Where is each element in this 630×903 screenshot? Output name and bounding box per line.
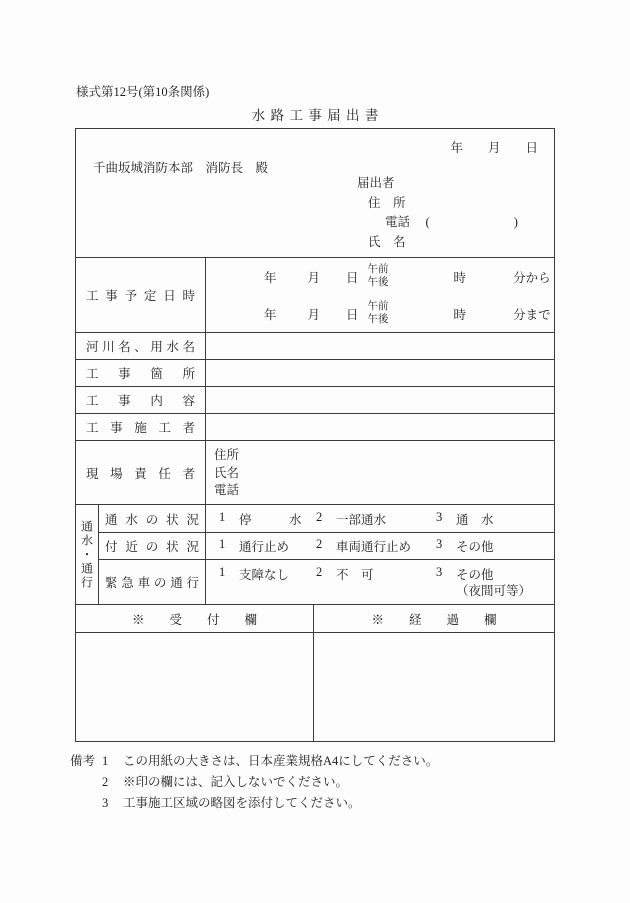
- site-manager-row: [76, 440, 554, 504]
- remark-item: 備考 1 この用紙の大きさは、日本産業規格A4にしてください。: [70, 751, 438, 772]
- work-location-label: 工 事 箇 所: [86, 367, 195, 381]
- remarks-label: 備考: [70, 754, 96, 768]
- emergency-vehicle-row: [99, 559, 554, 604]
- ampm-labels: [368, 301, 389, 326]
- emergency-option-3: 3 その他 （夜間可等）: [436, 565, 532, 598]
- hour-label: 時: [453, 270, 467, 285]
- water-status-option-3: 3 通 水: [436, 509, 494, 527]
- ampm-labels: [368, 264, 389, 289]
- site-manager-fields: [206, 441, 554, 500]
- river-name-row: [76, 332, 554, 359]
- water-traffic-group: [76, 504, 554, 604]
- notifier-phone-line: [357, 213, 518, 233]
- pm-label: 午後: [367, 276, 389, 288]
- contractor-row: [76, 413, 554, 440]
- river-name-label: 河 川 名 、 用 水 名: [86, 340, 195, 354]
- site-manager-address-label: 住所: [214, 448, 240, 462]
- year-label: 年: [264, 307, 277, 322]
- day-label: 日: [346, 307, 359, 322]
- water-status-option-1: 1 停 水: [219, 509, 302, 527]
- work-description-label: 工 事 内 容: [86, 394, 195, 408]
- pm-label: 午後: [367, 313, 389, 325]
- header-section: [76, 129, 554, 257]
- page-title: 水 路 工 事 届 出 書: [251, 108, 379, 123]
- emergency-option-1: 1 支障なし: [219, 565, 290, 582]
- phone-open-paren: (: [425, 215, 430, 229]
- progress-blank-field: [314, 633, 554, 741]
- vicinity-option-3: 3 その他: [436, 537, 494, 554]
- notifier-label: 届出者: [357, 176, 395, 190]
- schedule-label: 工 事 予 定 日 時: [86, 289, 195, 303]
- schedule-label-cell: [76, 258, 206, 332]
- emergency-option-3-note: （夜間可等）: [456, 584, 532, 598]
- form-number: 様式第12号(第10条関係): [76, 85, 210, 99]
- vicinity-status-row: [99, 532, 554, 559]
- work-description-row: [76, 386, 554, 413]
- site-manager-phone-label: 電話: [214, 483, 240, 497]
- minutes-to-label: 分まで: [513, 307, 551, 322]
- notifier-fields: [357, 174, 518, 252]
- water-status-option-2: 2 一部通水: [316, 509, 387, 527]
- schedule-value-cell: [206, 258, 554, 332]
- reception-column-header: ※ 受 付 欄: [76, 605, 314, 632]
- schedule-end-line: [206, 295, 554, 332]
- month-label: 月: [307, 270, 321, 285]
- site-manager-name-label: 氏名: [214, 465, 240, 480]
- remarks-section: [70, 751, 438, 814]
- progress-column-header: ※ 経 過 欄: [371, 612, 497, 627]
- water-traffic-group-label: 通水・通行: [79, 519, 94, 590]
- vicinity-status-label: 付 近 の 状 況: [105, 540, 199, 554]
- minutes-from-label: 分から: [513, 270, 551, 285]
- water-traffic-group-label-cell: [76, 505, 99, 604]
- water-status-label: 通 水 の 状 況: [105, 512, 199, 527]
- phone-close-paren: ): [513, 215, 518, 229]
- vicinity-option-1: 1 通行止め: [219, 537, 290, 554]
- contractor-label: 工 事 施 工 者: [86, 421, 195, 435]
- work-location-row: [76, 359, 554, 386]
- hour-label: 時: [453, 307, 467, 322]
- work-location-blank-field: [206, 360, 554, 386]
- site-manager-label: 現 場 責 任 者: [86, 466, 195, 481]
- stamp-body-row: [76, 632, 554, 741]
- addressee-line: 千曲坂城消防本部 消防長 殿: [93, 161, 269, 175]
- emergency-vehicle-label: 緊 急 車 の 通 行: [105, 576, 199, 590]
- remark-item: 3 工事施工区域の略図を添付してください。: [102, 796, 361, 810]
- submission-date-placeholder: 年 月 日: [450, 141, 538, 155]
- month-label: 月: [307, 307, 321, 322]
- schedule-row: [76, 257, 554, 332]
- vicinity-option-2: 2 車両通行止め: [316, 537, 412, 554]
- reception-blank-field: [76, 633, 314, 741]
- day-label: 日: [346, 270, 359, 285]
- notifier-name-label: 氏 名: [368, 234, 406, 249]
- emergency-option-2: 2 不 可: [316, 565, 374, 582]
- am-label: 午前: [367, 301, 389, 312]
- am-label: 午前: [367, 264, 389, 275]
- form-table: [75, 128, 555, 742]
- water-status-row: [99, 505, 554, 532]
- work-description-blank-field: [206, 387, 554, 413]
- contractor-blank-field: [206, 414, 554, 440]
- phone-label: 電話: [385, 215, 411, 229]
- notifier-address-label: 住 所: [368, 195, 406, 210]
- river-name-blank-field: [206, 333, 554, 359]
- remark-item: 2 ※印の欄には、記入しないでください。: [102, 775, 349, 789]
- year-label: 年: [264, 270, 277, 285]
- stamp-header-row: [76, 604, 554, 632]
- schedule-start-line: [206, 258, 554, 295]
